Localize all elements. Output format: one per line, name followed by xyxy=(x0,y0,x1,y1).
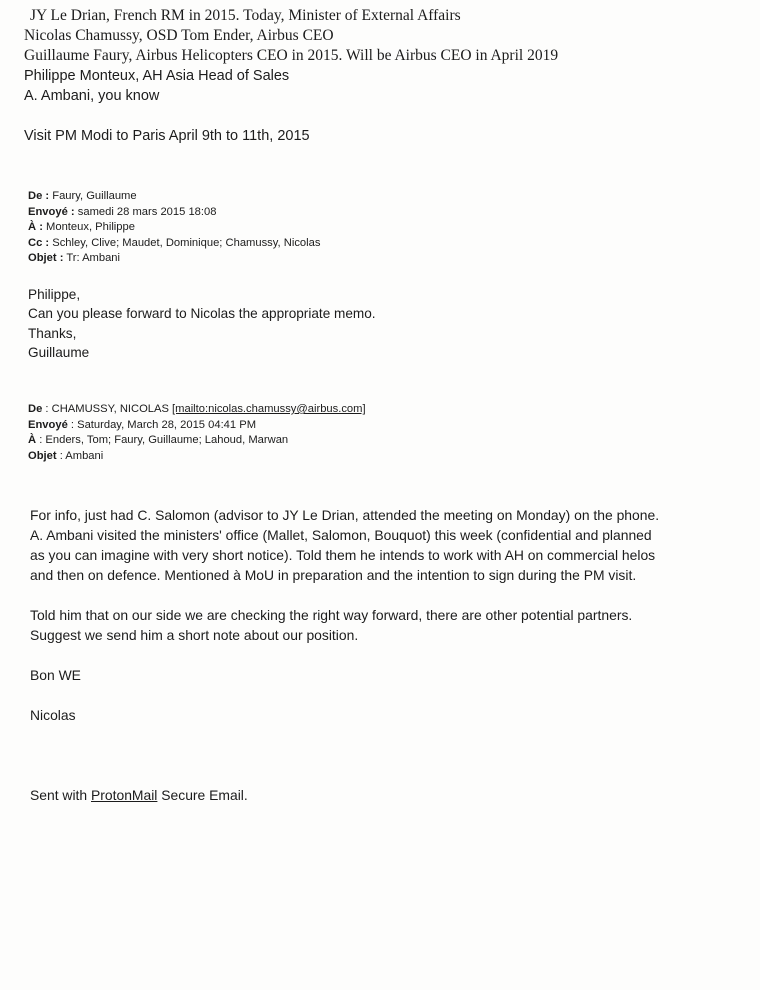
signature: Nicolas xyxy=(30,707,76,723)
para1-line-4: and then on defence. Mentioned à MoU in preparation and the intention to sign during the PM visit. xyxy=(30,567,637,583)
email1-cc xyxy=(28,236,320,252)
mailto-link[interactable]: [mailto:nicolas.chamussy@airbus.com] xyxy=(172,403,366,415)
from-label: De : xyxy=(28,190,50,202)
para1-line-1: For info, just had C. Salomon (advisor to JY Le Drian, attended the meeting on Monday) on the phone. xyxy=(30,507,660,523)
note-line-1: JY Le Drian, French RM in 2015. Today, Minister of External Affairs xyxy=(30,7,461,24)
email1-body xyxy=(28,285,376,363)
para2-line-1: Told him that on our side we are checking the right way forward, there are other potential partners. xyxy=(30,607,633,623)
cc-value: Schley, Clive; Maudet, Dominique; Chamussy, Nicolas xyxy=(52,236,321,249)
subject-label: Objet : xyxy=(28,252,64,264)
to-label: À xyxy=(28,434,37,446)
email2-body xyxy=(30,505,659,805)
protonmail-link[interactable]: ProtonMail xyxy=(91,787,158,803)
sent-with-line xyxy=(30,785,659,805)
email1-to xyxy=(28,220,320,236)
email2-from xyxy=(28,402,366,418)
email1-greeting: Philippe, xyxy=(28,287,81,302)
subject-value: Tr: Ambani xyxy=(66,252,121,264)
subject-value: : Ambani xyxy=(59,449,104,462)
visit-note: Visit PM Modi to Paris April 9th to 11th, 2015 xyxy=(24,128,310,144)
secure-email-text: Secure Email. xyxy=(161,787,248,803)
subject-label: Objet xyxy=(28,449,57,462)
email1-sent xyxy=(28,205,320,221)
email1-header xyxy=(28,189,320,267)
note-line-2: Nicolas Chamussy, OSD Tom Ender, Airbus CEO xyxy=(24,27,334,44)
para1-line-2: A. Ambani visited the ministers' office (Mallet, Salomon, Bouquot) this week (confidential and planned xyxy=(30,527,652,543)
para1-line-3: as you can imagine with very short notice). Told them he intends to work with AH on commercial helos xyxy=(30,547,656,563)
email2-subject xyxy=(28,449,366,465)
email1-subject xyxy=(28,251,320,267)
note-line-3: Guillaume Faury, Airbus Helicopters CEO in 2015. Will be Airbus CEO in April 2019 xyxy=(24,47,559,64)
note-line-5: A. Ambani, you know xyxy=(24,88,160,104)
sent-with-text: Sent with xyxy=(30,787,88,803)
email1-thanks: Thanks, xyxy=(28,325,77,341)
email1-signature: Guillaume xyxy=(28,345,90,361)
from-value: : CHAMUSSY, NICOLAS xyxy=(45,403,169,415)
to-value: : Enders, Tom; Faury, Guillaume; Lahoud, Marwan xyxy=(39,434,289,446)
email2-to xyxy=(28,433,366,449)
cc-label: Cc : xyxy=(28,236,50,249)
sent-label: Envoyé : xyxy=(28,205,75,218)
note-line-4: Philippe Monteux, AH Asia Head of Sales xyxy=(24,68,290,84)
email1-message: Can you please forward to Nicolas the appropriate memo. xyxy=(28,306,376,322)
email2-header xyxy=(28,402,366,464)
para2-line-2: Suggest we send him a short note about our position. xyxy=(30,627,359,643)
to-value: Monteux, Philippe xyxy=(46,221,135,233)
email2-sent xyxy=(28,418,366,434)
closing: Bon WE xyxy=(30,667,81,683)
handwritten-note-header xyxy=(24,6,558,106)
sent-value: : Saturday, March 28, 2015 04:41 PM xyxy=(70,418,257,431)
from-value: Faury, Guillaume xyxy=(52,190,137,202)
email1-from xyxy=(28,189,320,205)
sent-value: samedi 28 mars 2015 18:08 xyxy=(77,205,217,218)
sent-label: Envoyé xyxy=(28,418,68,431)
to-label: À : xyxy=(28,221,43,233)
from-label: De xyxy=(28,403,43,415)
